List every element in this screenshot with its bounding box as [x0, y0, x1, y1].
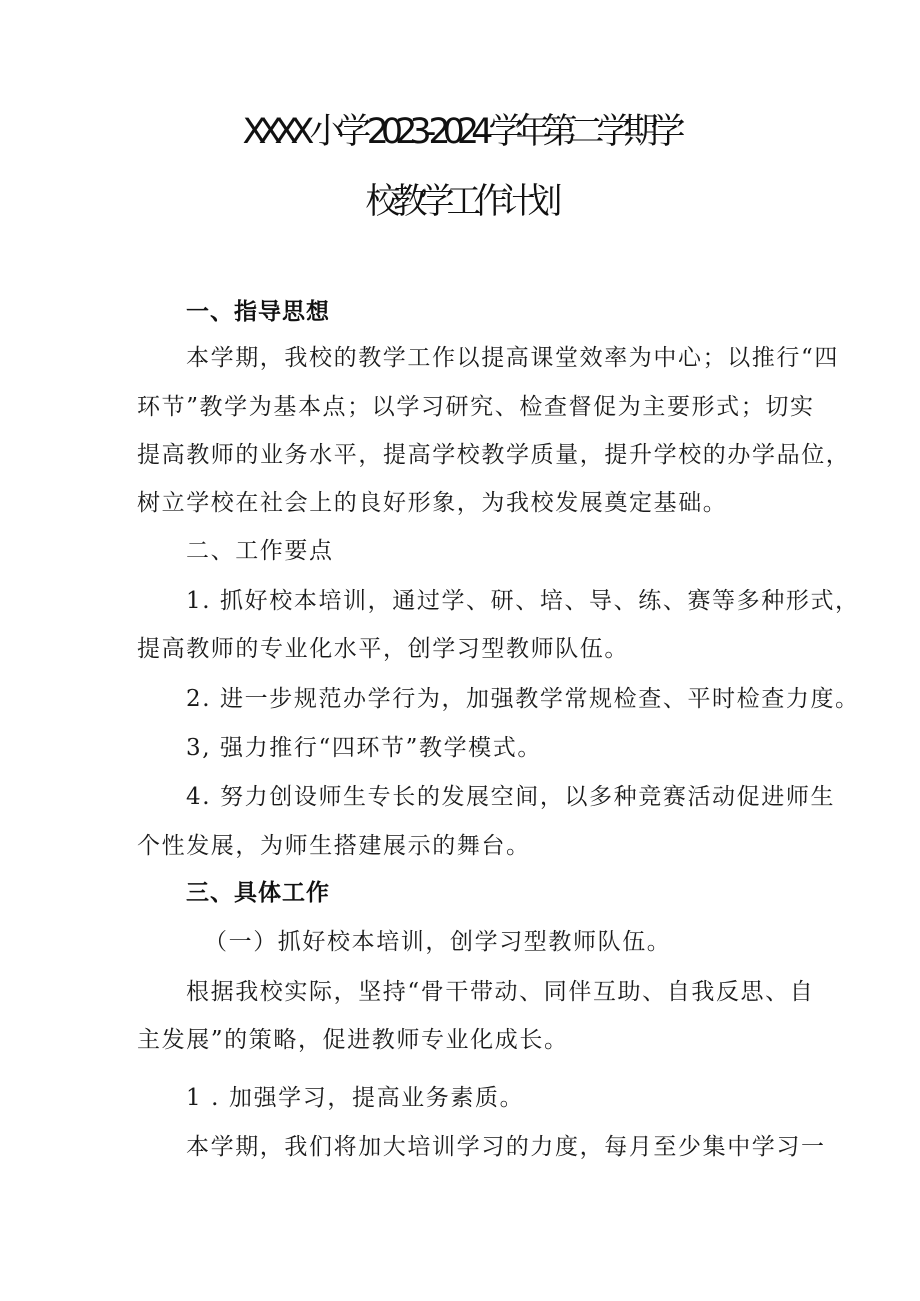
paragraph-line: 主发展”的策略，促进教师专业化成长。 [137, 1027, 569, 1053]
list-item-line: 3, 强力推行“四环节”教学模式。 [186, 735, 542, 761]
list-item-line: 2. 进一步规范办学行为，加强教学常规检查、平时检查力度。 [186, 686, 860, 712]
section-heading-specific-work: 三、具体工作 [186, 880, 330, 906]
paragraph-line: 树立学校在社会上的良好形象，为我校发展奠定基础。 [137, 490, 728, 516]
list-item-line: 4. 努力创设师生专长的发展空间，以多种竞赛活动促进师生 [186, 784, 836, 810]
section-heading-work-points: 二、工作要点 [186, 538, 334, 564]
document-title-line-1: XXXX 小学 2023-2024 学年第二学期学 [242, 112, 678, 152]
paragraph-line: 本学期，我们将加大培训学习的力度，每月至少集中学习一 [186, 1134, 826, 1160]
paragraph-line: 本学期，我校的教学工作以提高课堂效率为中心；以推行“四 [186, 345, 839, 371]
document-title-line-2: 校教学工作计划 [365, 182, 555, 222]
paragraph-line: 环节”教学为基本点；以学习研究、检查督促为主要形式；切实 [137, 394, 815, 420]
paragraph-line: 根据我校实际，坚持“骨干带动、同伴互助、自我反思、自 [186, 979, 815, 1005]
list-item-line: 个性发展，为师生搭建展示的舞台。 [137, 833, 531, 859]
list-item-line: 1 . 加强学习，提高业务素质。 [186, 1085, 525, 1111]
section-heading-guiding-ideology: 一、指导思想 [186, 299, 330, 325]
paragraph-line: 提高教师的业务水平，提高学校教学质量，提升学校的办学品位， [137, 442, 851, 468]
subsection-heading: （一）抓好校本培训，创学习型教师队伍。 [204, 929, 672, 955]
list-item-line: 提高教师的专业化水平，创学习型教师队伍。 [137, 636, 629, 662]
list-item-line: 1. 抓好校本培训，通过学、研、培、导、练、赛等多种形式， [186, 588, 860, 614]
